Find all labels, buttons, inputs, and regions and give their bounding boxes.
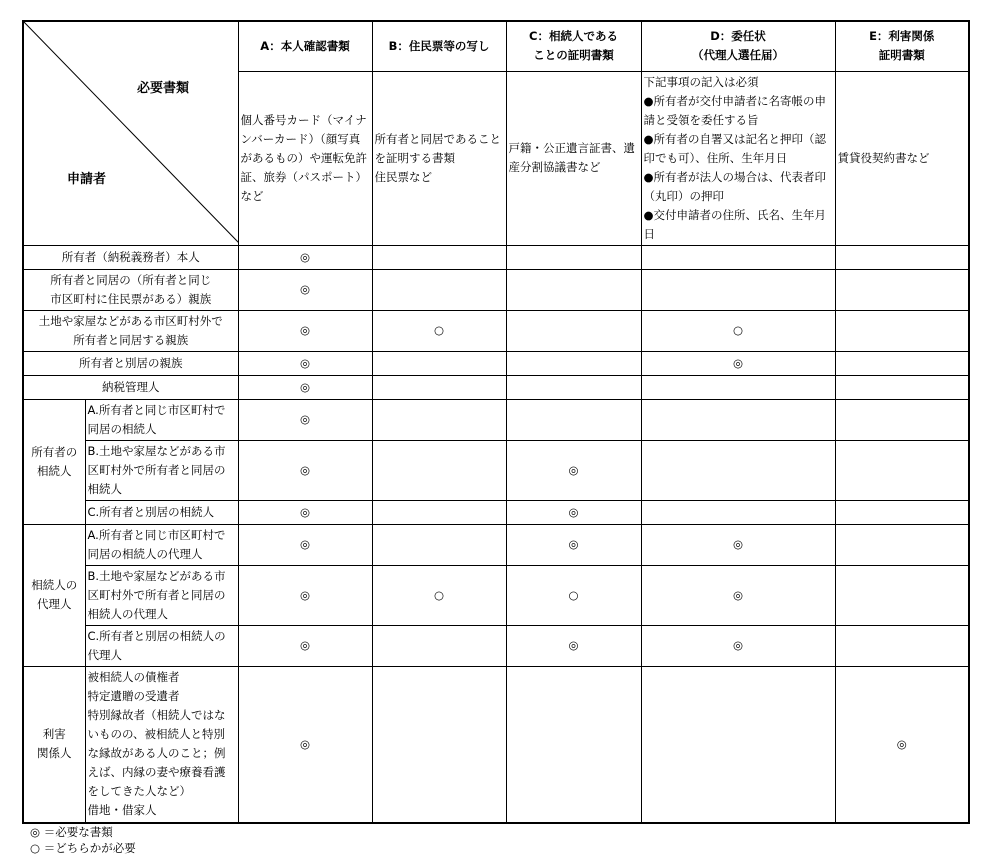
column-header-c: C：相続人である ことの証明書類 <box>506 21 641 71</box>
mark-cell-a <box>238 666 372 823</box>
corner-label-applicant: 申請者 <box>67 172 107 187</box>
applicant-sublabel: B.土地や家屋などがある市区町村外で所有者と同居の相続人 <box>85 440 238 500</box>
corner-label-documents: 必要書類 <box>137 81 190 96</box>
mark-cell-c <box>506 310 641 351</box>
mark-cell-c <box>506 500 641 524</box>
mark-cell-e <box>835 524 969 565</box>
double-circle-mark: ◎ <box>732 537 744 551</box>
applicant-label: 所有者と別居の親族 <box>23 351 238 375</box>
column-header-b: B：住民票等の写し <box>372 21 506 71</box>
applicant-row <box>23 565 969 625</box>
mark-cell-e <box>835 666 969 823</box>
single-circle-mark: ○ <box>433 587 445 602</box>
applicant-row <box>23 310 969 351</box>
group-label: 利害 関係人 <box>23 666 85 823</box>
double-circle-mark: ◎ <box>299 462 311 477</box>
double-circle-mark: ◎ <box>896 736 907 751</box>
mark-cell-c <box>506 565 641 625</box>
mark-cell-b <box>372 625 506 666</box>
mark-cell-c <box>506 440 641 500</box>
mark-cell-c <box>506 351 641 375</box>
applicant-label: 所有者（納税義務者）本人 <box>23 245 238 269</box>
applicant-row <box>23 524 969 565</box>
mark-cell-e <box>835 269 969 310</box>
mark-cell-e <box>835 500 969 524</box>
column-header-d: D：委任状 （代理人選任届） <box>641 21 835 71</box>
double-circle-mark: ◎ <box>299 355 311 370</box>
column-description-e: 賃貸役契約書など <box>835 71 969 245</box>
double-circle-mark: ◎ <box>299 282 311 296</box>
mark-cell-b <box>372 440 506 500</box>
mark-cell-a <box>238 625 372 666</box>
single-circle-mark: ○ <box>732 323 744 337</box>
applicant-row <box>23 399 969 440</box>
mark-cell-b <box>372 375 506 399</box>
applicant-row <box>23 269 969 310</box>
mark-cell-a <box>238 500 372 524</box>
double-circle-mark: ◎ <box>568 462 579 477</box>
mark-cell-a <box>238 399 372 440</box>
applicant-sublabel: B.土地や家屋などがある市区町村外で所有者と同居の相続人の代理人 <box>85 565 238 625</box>
applicant-row <box>23 351 969 375</box>
mark-cell-c <box>506 666 641 823</box>
applicant-sublabel: 被相続人の債権者 特定遺贈の受遺者 特別縁故者（相続人ではないものの、被相続人と特別な縁故がある人のこと；例えば、内縁の妻や療養看護をしてきた人など） 借地・借家人 <box>85 666 238 823</box>
mark-cell-b <box>372 310 506 351</box>
mark-cell-c <box>506 399 641 440</box>
mark-cell-a <box>238 245 372 269</box>
applicant-label: 所有者と同居の（所有者と同じ 市区町村に住民票がある）親族 <box>23 269 238 310</box>
mark-cell-c <box>506 245 641 269</box>
single-circle-mark: ○ <box>433 323 445 337</box>
mark-cell-a <box>238 375 372 399</box>
mark-cell-d <box>641 269 835 310</box>
applicant-row <box>23 440 969 500</box>
mark-cell-b <box>372 269 506 310</box>
column-header-a: A：本人確認書類 <box>238 21 372 71</box>
mark-cell-d <box>641 500 835 524</box>
column-description-a: 個人番号カード（マイナンバーカード）（顔写真があるもの）や運転免許証、旅券（パスポート）など <box>238 71 372 245</box>
legend-item: ○ ＝どちらかが必要 <box>30 841 136 855</box>
double-circle-mark: ◎ <box>299 379 311 394</box>
mark-cell-e <box>835 565 969 625</box>
group-label: 所有者の 相続人 <box>23 399 85 524</box>
mark-cell-d <box>641 399 835 440</box>
column-description-d: 下記事項の記入は必須 ●所有者が交付申請者に名寄帳の申請と受領を委任する旨 ●所有者の自署又は記名と押印（認印でも可）、住所、生年月日 ●所有者が法人の場合は、代表者印（丸印）の押印 ●交付申請者の住所、氏名、生年月日 <box>641 71 835 245</box>
mark-cell-b <box>372 666 506 823</box>
mark-cell-c <box>506 269 641 310</box>
applicant-row <box>23 375 969 399</box>
double-circle-mark: ◎ <box>568 638 579 652</box>
mark-cell-b <box>372 565 506 625</box>
requirements-document <box>22 20 970 855</box>
mark-cell-d <box>641 666 835 823</box>
mark-cell-a <box>238 310 372 351</box>
double-circle-mark: ◎ <box>568 537 579 551</box>
mark-cell-a <box>238 524 372 565</box>
mark-cell-b <box>372 500 506 524</box>
mark-cell-d <box>641 351 835 375</box>
double-circle-mark: ◎ <box>732 638 744 652</box>
double-circle-mark: ◎ <box>299 412 311 426</box>
mark-cell-b <box>372 399 506 440</box>
mark-cell-a <box>238 565 372 625</box>
legend <box>30 824 136 856</box>
applicant-label: 土地や家屋などがある市区町村外で 所有者と同居する親族 <box>23 310 238 351</box>
mark-cell-e <box>835 245 969 269</box>
mark-cell-d <box>641 440 835 500</box>
mark-cell-e <box>835 440 969 500</box>
applicant-row <box>23 500 969 524</box>
double-circle-mark: ◎ <box>299 504 311 519</box>
double-circle-mark: ◎ <box>568 504 579 519</box>
mark-cell-d <box>641 565 835 625</box>
double-circle-mark: ◎ <box>299 736 311 751</box>
single-circle-mark: ○ <box>568 587 579 602</box>
legend-item: ◎ ＝必要な書類 <box>30 825 113 839</box>
mark-cell-d <box>641 245 835 269</box>
double-circle-mark: ◎ <box>732 587 744 602</box>
mark-cell-e <box>835 625 969 666</box>
corner-header-cell <box>23 21 238 245</box>
mark-cell-d <box>641 524 835 565</box>
applicant-row <box>23 245 969 269</box>
double-circle-mark: ◎ <box>299 249 311 264</box>
mark-cell-e <box>835 310 969 351</box>
mark-cell-b <box>372 245 506 269</box>
mark-cell-b <box>372 351 506 375</box>
mark-cell-e <box>835 351 969 375</box>
mark-cell-c <box>506 625 641 666</box>
applicant-row <box>23 625 969 666</box>
double-circle-mark: ◎ <box>299 587 311 602</box>
mark-cell-a <box>238 269 372 310</box>
mark-cell-e <box>835 399 969 440</box>
required-documents-table <box>22 20 970 824</box>
double-circle-mark: ◎ <box>732 355 744 370</box>
mark-cell-a <box>238 440 372 500</box>
diagonal-divider <box>24 22 238 243</box>
column-description-b: 所有者と同居であることを証明する書類 住民票など <box>372 71 506 245</box>
applicant-sublabel: C.所有者と別居の相続人 <box>85 500 238 524</box>
mark-cell-e <box>835 375 969 399</box>
double-circle-mark: ◎ <box>299 323 311 337</box>
applicant-sublabel: C.所有者と別居の相続人の代理人 <box>85 625 238 666</box>
group-label: 相続人の 代理人 <box>23 524 85 666</box>
applicant-sublabel: A.所有者と同じ市区町村で同居の相続人 <box>85 399 238 440</box>
applicant-row <box>23 666 969 823</box>
mark-cell-c <box>506 375 641 399</box>
mark-cell-d <box>641 310 835 351</box>
mark-cell-c <box>506 524 641 565</box>
applicant-sublabel: A.所有者と同じ市区町村で同居の相続人の代理人 <box>85 524 238 565</box>
applicant-label: 納税管理人 <box>23 375 238 399</box>
mark-cell-d <box>641 375 835 399</box>
mark-cell-d <box>641 625 835 666</box>
double-circle-mark: ◎ <box>299 537 311 551</box>
column-description-c: 戸籍・公正遺言証書、遺産分割協議書など <box>506 71 641 245</box>
mark-cell-b <box>372 524 506 565</box>
mark-cell-a <box>238 351 372 375</box>
double-circle-mark: ◎ <box>299 638 311 652</box>
column-header-e: E：利害関係 証明書類 <box>835 21 969 71</box>
